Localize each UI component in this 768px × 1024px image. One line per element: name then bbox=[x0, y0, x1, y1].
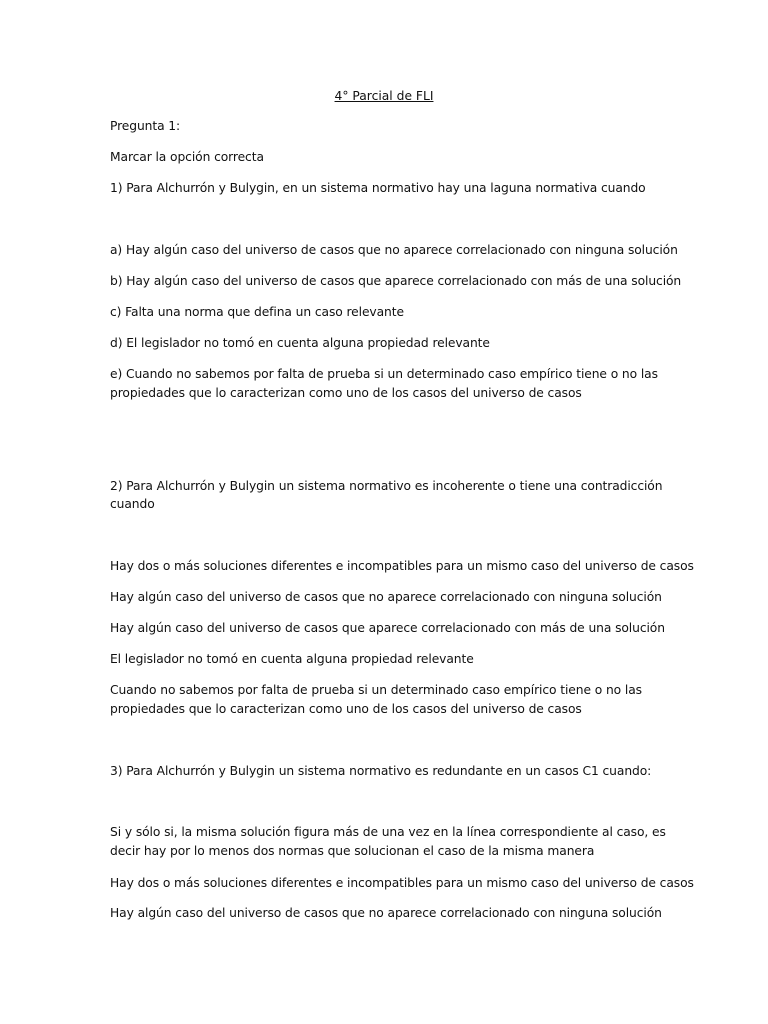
question-2-option: El legislador no tomó en cuenta alguna propiedad relevante bbox=[110, 652, 474, 666]
question-2-option: Hay algún caso del universo de casos que aparece correlacionado con más de una solución bbox=[110, 621, 665, 635]
question-2-option: Cuando no sabemos por falta de prueba si un determinado caso empírico tiene o no las bbox=[110, 683, 642, 697]
question-3-option: Si y sólo si, la misma solución figura más de una vez en la línea correspondiente al caso, es bbox=[110, 825, 666, 839]
question-1-option-e-continued: propiedades que lo caracterizan como uno de los casos del universo de casos bbox=[110, 386, 582, 400]
question-2-option-continued: propiedades que lo caracterizan como uno de los casos del universo de casos bbox=[110, 702, 582, 716]
document-title: 4° Parcial de FLI bbox=[334, 89, 434, 103]
question-1-option-e: e) Cuando no sabemos por falta de prueba si un determinado caso empírico tiene o no las bbox=[110, 367, 658, 381]
question-2-stem: 2) Para Alchurrón y Bulygin un sistema normativo es incoherente o tiene una contradicción bbox=[110, 479, 663, 493]
question-3-stem: 3) Para Alchurrón y Bulygin un sistema normativo es redundante en un casos C1 cuando: bbox=[110, 764, 652, 778]
question-1-option-b: b) Hay algún caso del universo de casos que aparece correlacionado con más de una solución bbox=[110, 274, 682, 288]
question-1-option-a: a) Hay algún caso del universo de casos que no aparece correlacionado con ninguna solución bbox=[110, 243, 678, 257]
question-2-option: Hay algún caso del universo de casos que no aparece correlacionado con ninguna solución bbox=[110, 590, 662, 604]
question-1-option-c: c) Falta una norma que defina un caso relevante bbox=[110, 305, 404, 319]
question-3-option: Hay algún caso del universo de casos que no aparece correlacionado con ninguna solución bbox=[110, 906, 662, 920]
question-1-option-d: d) El legislador no tomó en cuenta alguna propiedad relevante bbox=[110, 336, 490, 350]
question-1-stem: 1) Para Alchurrón y Bulygin, en un sistema normativo hay una laguna normativa cuando bbox=[110, 181, 646, 195]
question-2-option: Hay dos o más soluciones diferentes e incompatibles para un mismo caso del universo de casos bbox=[110, 559, 694, 573]
question-heading: Pregunta 1: bbox=[110, 119, 181, 133]
question-2-stem-continued: cuando bbox=[110, 497, 155, 511]
question-3-option-continued: decir hay por lo menos dos normas que solucionan el caso de la misma manera bbox=[110, 844, 595, 858]
question-3-option: Hay dos o más soluciones diferentes e incompatibles para un mismo caso del universo de casos bbox=[110, 876, 694, 890]
instruction-text: Marcar la opción correcta bbox=[110, 150, 264, 164]
